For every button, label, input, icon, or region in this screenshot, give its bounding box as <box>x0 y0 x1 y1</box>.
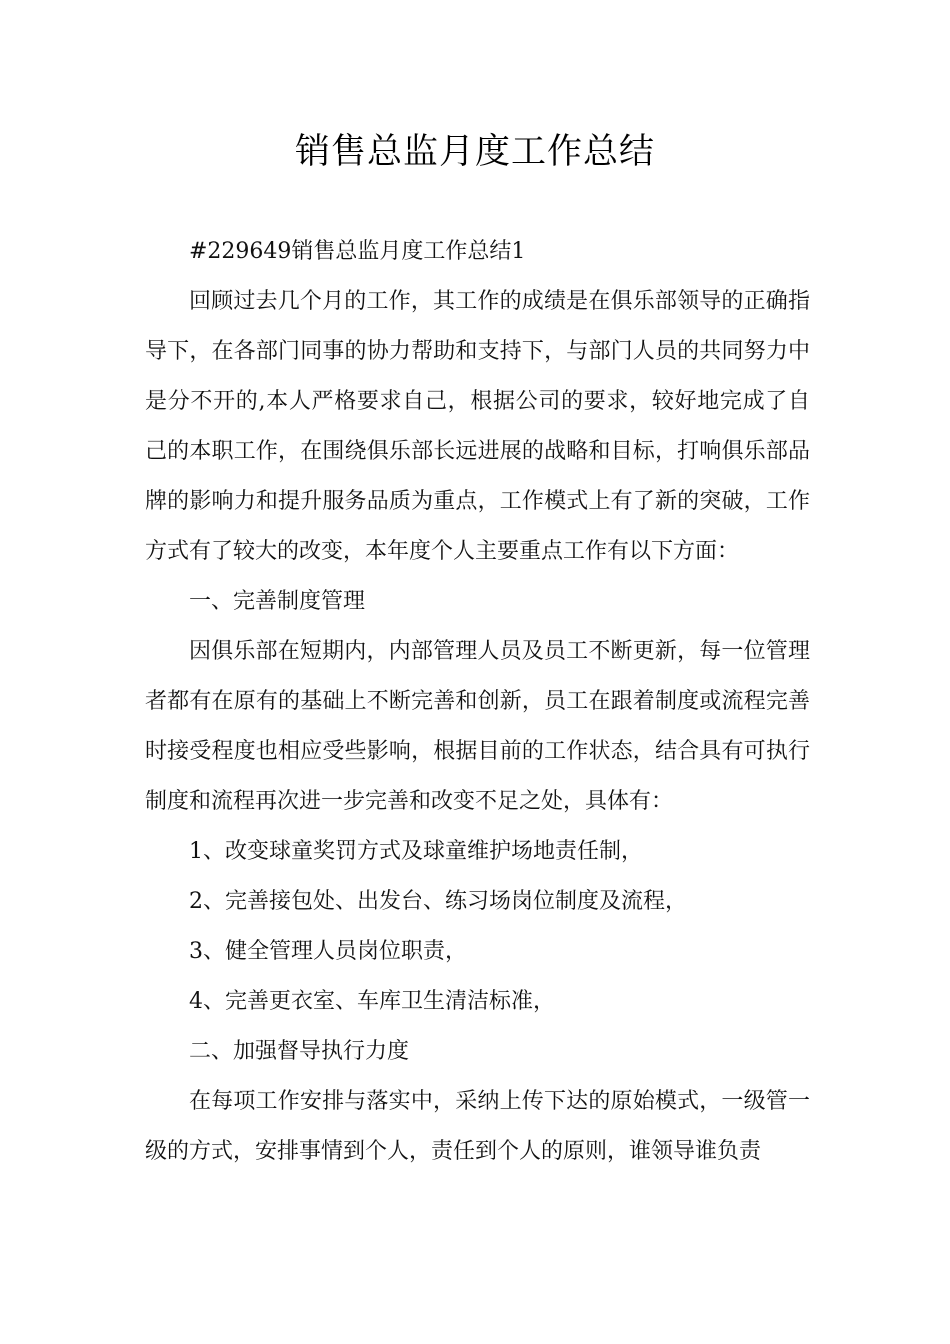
paragraph-review: 回顾过去几个月的工作，其工作的成绩是在俱乐部领导的正确指导下，在各部门同事的协力帮助和支持下，与部门人员的共同努力中是分不开的,本人严格要求自己，根据公司的要求，较好地完成了自己的本职工作，在围绕俱乐部长远进展的战略和目标，打响俱乐部品牌的影响力和提升服务品质为重点，工作模式上有了新的突破，工作方式有了较大的改变，本年度个人主要重点工作有以下方面： <box>145 289 810 564</box>
section-heading-1: 一、完善制度管理 <box>189 589 366 614</box>
list-item: 1、改变球童奖罚方式及球童维护场地责任制， <box>189 839 643 864</box>
list-item: 4、完善更衣室、车库卫生清洁标准， <box>189 989 555 1014</box>
document-subtitle-line: #229649销售总监月度工作总结1 <box>189 239 526 264</box>
document-title: 销售总监月度工作总结 <box>294 132 655 172</box>
paragraph-supervision: 在每项工作安排与落实中，采纳上传下达的原始模式，一级管一级的方式，安排事情到个人，责任到个人的原则，谁领导谁负责 <box>145 1089 810 1164</box>
list-item: 3、健全管理人员岗位职责， <box>189 939 467 964</box>
list-item: 2、完善接包处、出发台、练习场岗位制度及流程， <box>189 889 687 914</box>
paragraph-system-management: 因俱乐部在短期内，内部管理人员及员工不断更新，每一位管理者都有在原有的基础上不断完善和创新，员工在跟着制度或流程完善时接受程度也相应受些影响，根据目前的工作状态，结合具有可执行制度和流程再次进一步完善和改变不足之处，具体有： <box>145 639 810 814</box>
document-body <box>145 227 810 1177</box>
section-heading-2: 二、加强督导执行力度 <box>189 1039 410 1064</box>
